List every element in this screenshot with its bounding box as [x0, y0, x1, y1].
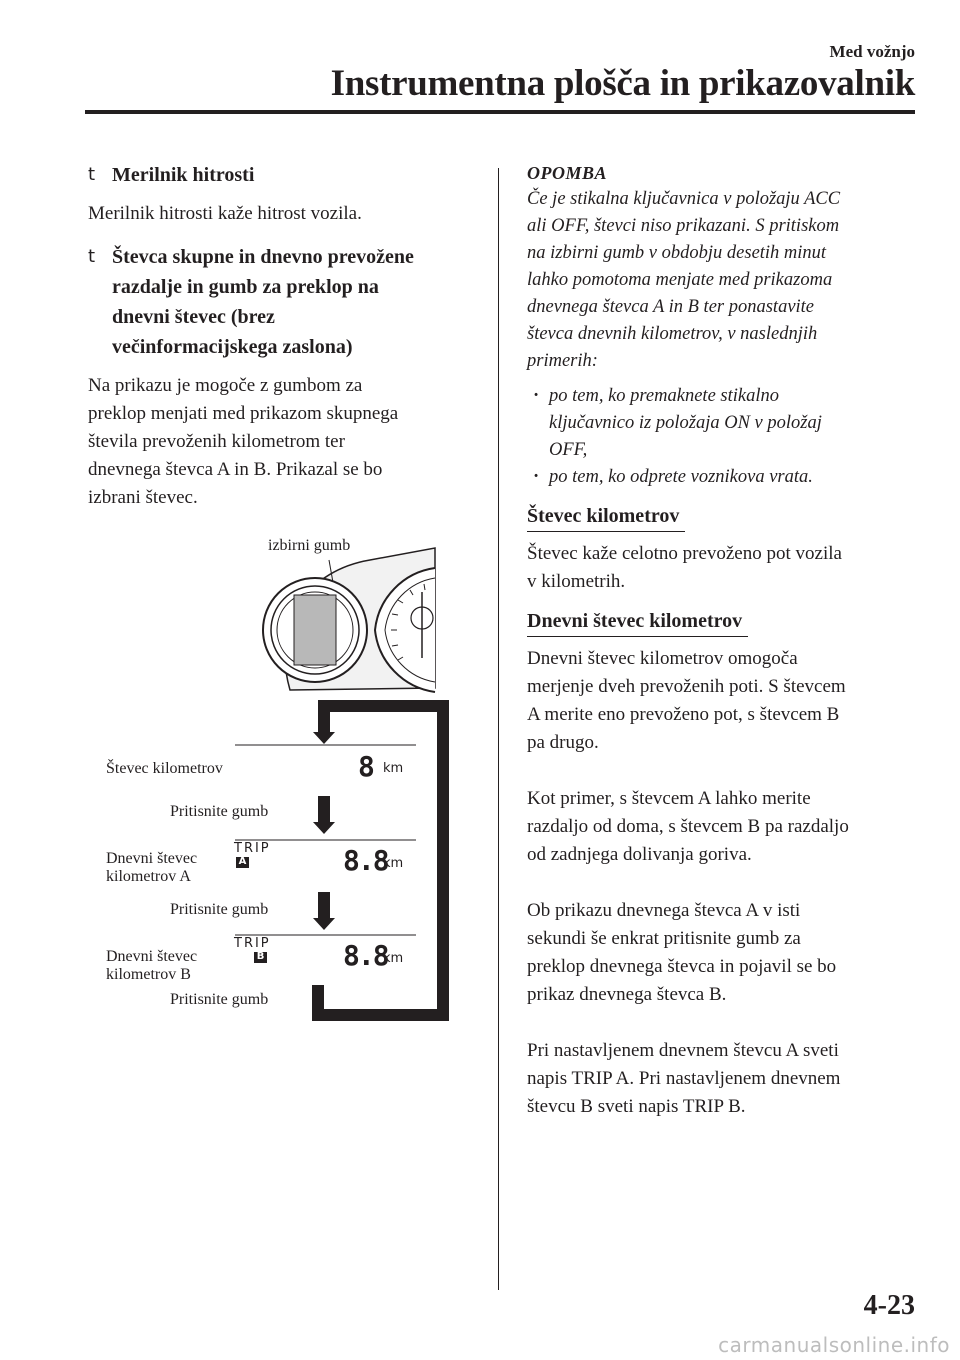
trip-paragraph-3: Ob prikazu dnevnega števca A v isti sekundi še enkrat pritisnite gumb za preklop dnevnega števca in pojavil se bo prikaz dnevnega števca B. — [527, 900, 837, 1005]
odometer-heading: Števec kilometrov — [527, 501, 685, 532]
bullet-dot-icon: · — [533, 467, 540, 487]
press-button-label: Pritisnite gumb — [170, 803, 269, 820]
odometer-unit: km — [383, 761, 404, 776]
odometer-trip-heading: t Števca skupne in dnevno prevožene razdalje in gumb za preklop na dnevni števec (brez večinformacijskega zaslona) — [88, 242, 478, 362]
watermark: carmanualsonline.info — [718, 1333, 950, 1357]
trip-b-digits: 8.8 — [343, 939, 388, 972]
right-column — [527, 160, 917, 1121]
trip-paragraph-2: Kot primer, s števcem A lahko merite razdaljo od doma, s števcem B pa razdaljo od zadnjega dolivanja goriva. — [527, 788, 849, 865]
press-button-label: Pritisnite gumb — [170, 991, 269, 1008]
trip-a-label: Dnevni števec kilometrov A — [106, 850, 198, 885]
note-list-item: · po tem, ko premaknete stikalno ključavnico iz položaja ON v položaj OFF, — [527, 383, 917, 464]
column-divider — [498, 168, 499, 1290]
trip-paragraph-1: Dnevni števec kilometrov omogoča merjenje dveh prevoženih poti. S števcem A merite eno prevoženo pot, s števcem B pa drugo. — [527, 648, 846, 753]
speedometer-text: Merilnik hitrosti kaže hitrost vozila. — [88, 203, 362, 224]
note-text: Če je stikalna ključavnica v položaju ACC ali OFF, števci niso prikazani. S pritiskom na izbirni gumb v obdobju desetih minut lahko pomotoma menjate med prikazoma dnevnega števca A in B ter ponastavite števca dnevnih kilometrov, v naslednjih primerih: — [527, 189, 841, 371]
note-title: OPOMBA — [527, 163, 608, 183]
note-list-item: · po tem, ko odprete voznikova vrata. — [527, 464, 917, 491]
heading-bullet-icon: t — [88, 164, 96, 185]
down-arrow-icon — [313, 796, 335, 834]
trip-paragraph-4: Pri nastavljenem dnevnem števcu A sveti napis TRIP A. Pri nastavljenem dnevnem števcu B sveti napis TRIP B. — [527, 1040, 841, 1117]
trip-indicator: TRIP — [234, 841, 271, 856]
odometer-trip-text: Na prikazu je mogoče z gumbom za preklop menjati med prikazom skupnega števila prevoženih kilometrom ter dnevnega števca A in B. Prikazal se bo izbrani števec. — [88, 375, 399, 508]
bullet-dot-icon: · — [533, 386, 540, 406]
press-button-label: Pritisnite gumb — [170, 901, 269, 918]
trip-indicator: TRIP — [234, 936, 271, 951]
down-arrow-icon — [313, 892, 335, 930]
trip-a-badge: A — [238, 856, 247, 867]
odometer-diagram — [100, 530, 450, 1030]
odometer-digits: 8 — [358, 750, 375, 783]
selector-button-callout: izbirni gumb — [268, 537, 351, 554]
trip-b-label: Dnevni števec kilometrov B — [106, 948, 198, 983]
page-title: Instrumentna plošča in prikazovalnik — [330, 63, 915, 104]
trip-b-unit: km — [383, 951, 404, 966]
header-rule — [85, 110, 915, 114]
speedometer-heading: t Merilnik hitrosti — [88, 160, 478, 190]
trip-b-badge: B — [256, 951, 265, 962]
section-label: Med vožnjo — [829, 42, 915, 61]
trip-a-digits: 8.8 — [343, 844, 388, 877]
trip-a-unit: km — [383, 856, 404, 871]
page-number: 4-23 — [863, 1290, 915, 1321]
trip-meter-heading: Dnevni števec kilometrov — [527, 606, 748, 637]
heading-bullet-icon: t — [88, 246, 96, 267]
left-column — [88, 160, 478, 512]
odometer-text: Števec kaže celotno prevoženo pot vozila v kilometrih. — [527, 543, 842, 592]
odometer-label: Števec kilometrov — [106, 760, 223, 777]
